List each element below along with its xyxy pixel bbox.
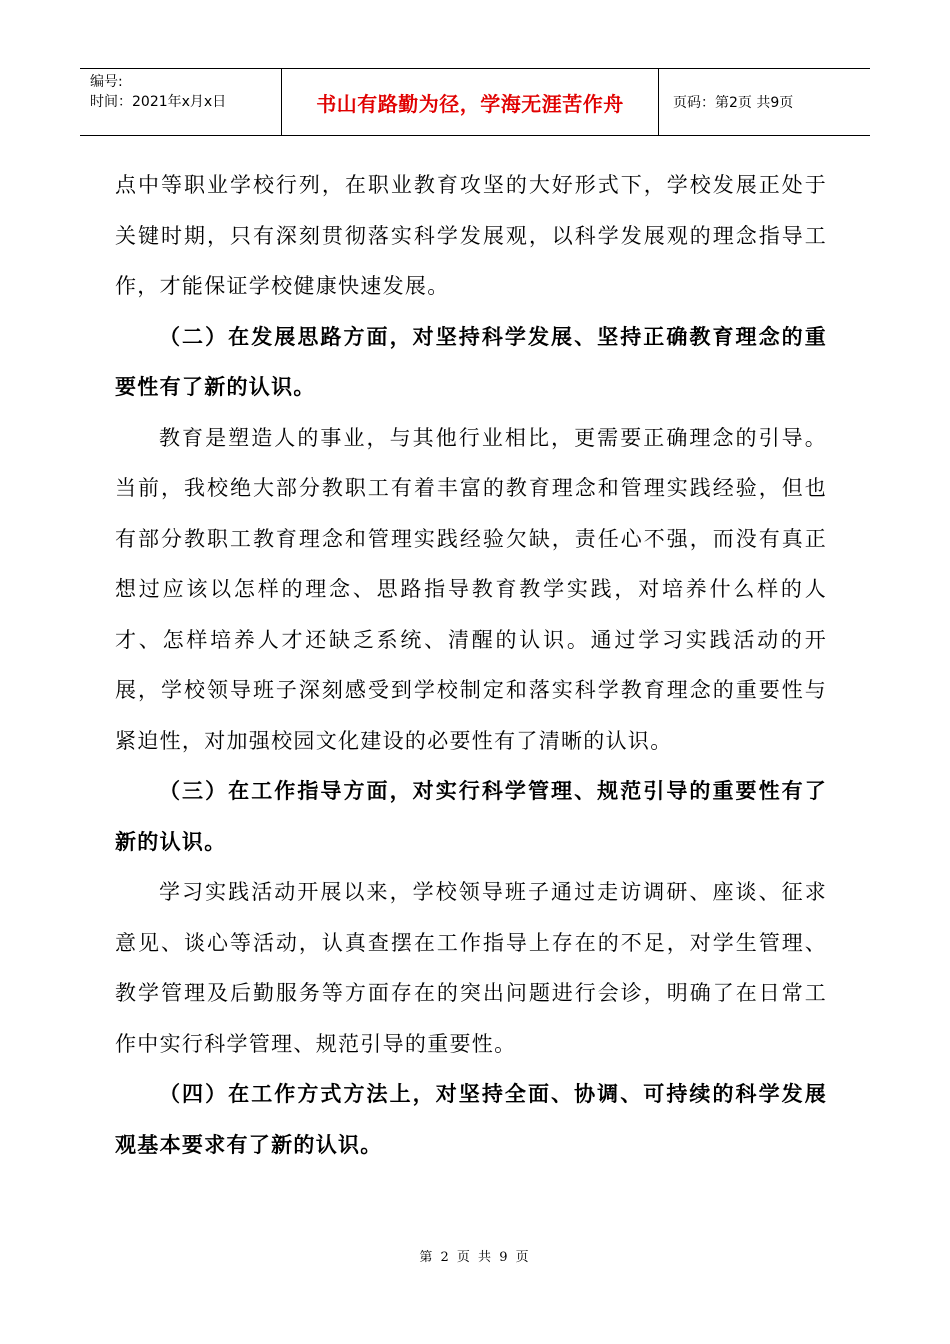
document-time-label: 时间：2021年x月x日 [90, 94, 227, 110]
document-number-label: 编号: [90, 74, 123, 90]
header-meta [80, 69, 282, 135]
page-header [80, 68, 870, 136]
document-body [115, 160, 827, 1170]
body-paragraph: 点中等职业学校行列，在职业教育攻坚的大好形式下，学校发展正处于关键时期，只有深刻贯彻落实科学发展观，以科学发展观的理念指导工作，才能保证学校健康快速发展。 [115, 173, 827, 298]
body-paragraph: 学习实践活动开展以来，学校领导班子通过走访调研、座谈、征求意见、谈心等活动，认真查摆在工作指导上存在的不足，对学生管理、教学管理及后勤服务等方面存在的突出问题进行会诊，明确了在日常工作中实行科学管理、规范引导的重要性。 [115, 880, 827, 1056]
header-motto: 书山有路勤为径，学海无涯苦作舟 [282, 69, 659, 135]
header-page-number: 页码：第2页 共9页 [673, 95, 794, 111]
section-heading: （三）在工作指导方面，对实行科学管理、规范引导的重要性有了新的认识。 [115, 778, 827, 854]
section-heading: （四）在工作方式方法上，对坚持全面、协调、可持续的科学发展观基本要求有了新的认识。 [115, 1081, 827, 1157]
body-paragraph: 教育是塑造人的事业，与其他行业相比，更需要正确理念的引导。当前，我校绝大部分教职工有着丰富的教育理念和管理实践经验，但也有部分教职工教育理念和管理实践经验欠缺，责任心不强，而没有真正想过应该以怎样的理念、思路指导教育教学实践，对培养什么样的人才、怎样培养人才还缺乏系统、清醒的认识。通过学习实践活动的开展，学校领导班子深刻感受到学校制定和落实科学教育理念的重要性与紧迫性，对加强校园文化建设的必要性有了清晰的认识。 [115, 425, 827, 753]
section-heading: （二）在发展思路方面，对坚持科学发展、坚持正确教育理念的重要性有了新的认识。 [115, 323, 827, 399]
page-footer: 第 2 页 共 9 页 [419, 1250, 531, 1265]
